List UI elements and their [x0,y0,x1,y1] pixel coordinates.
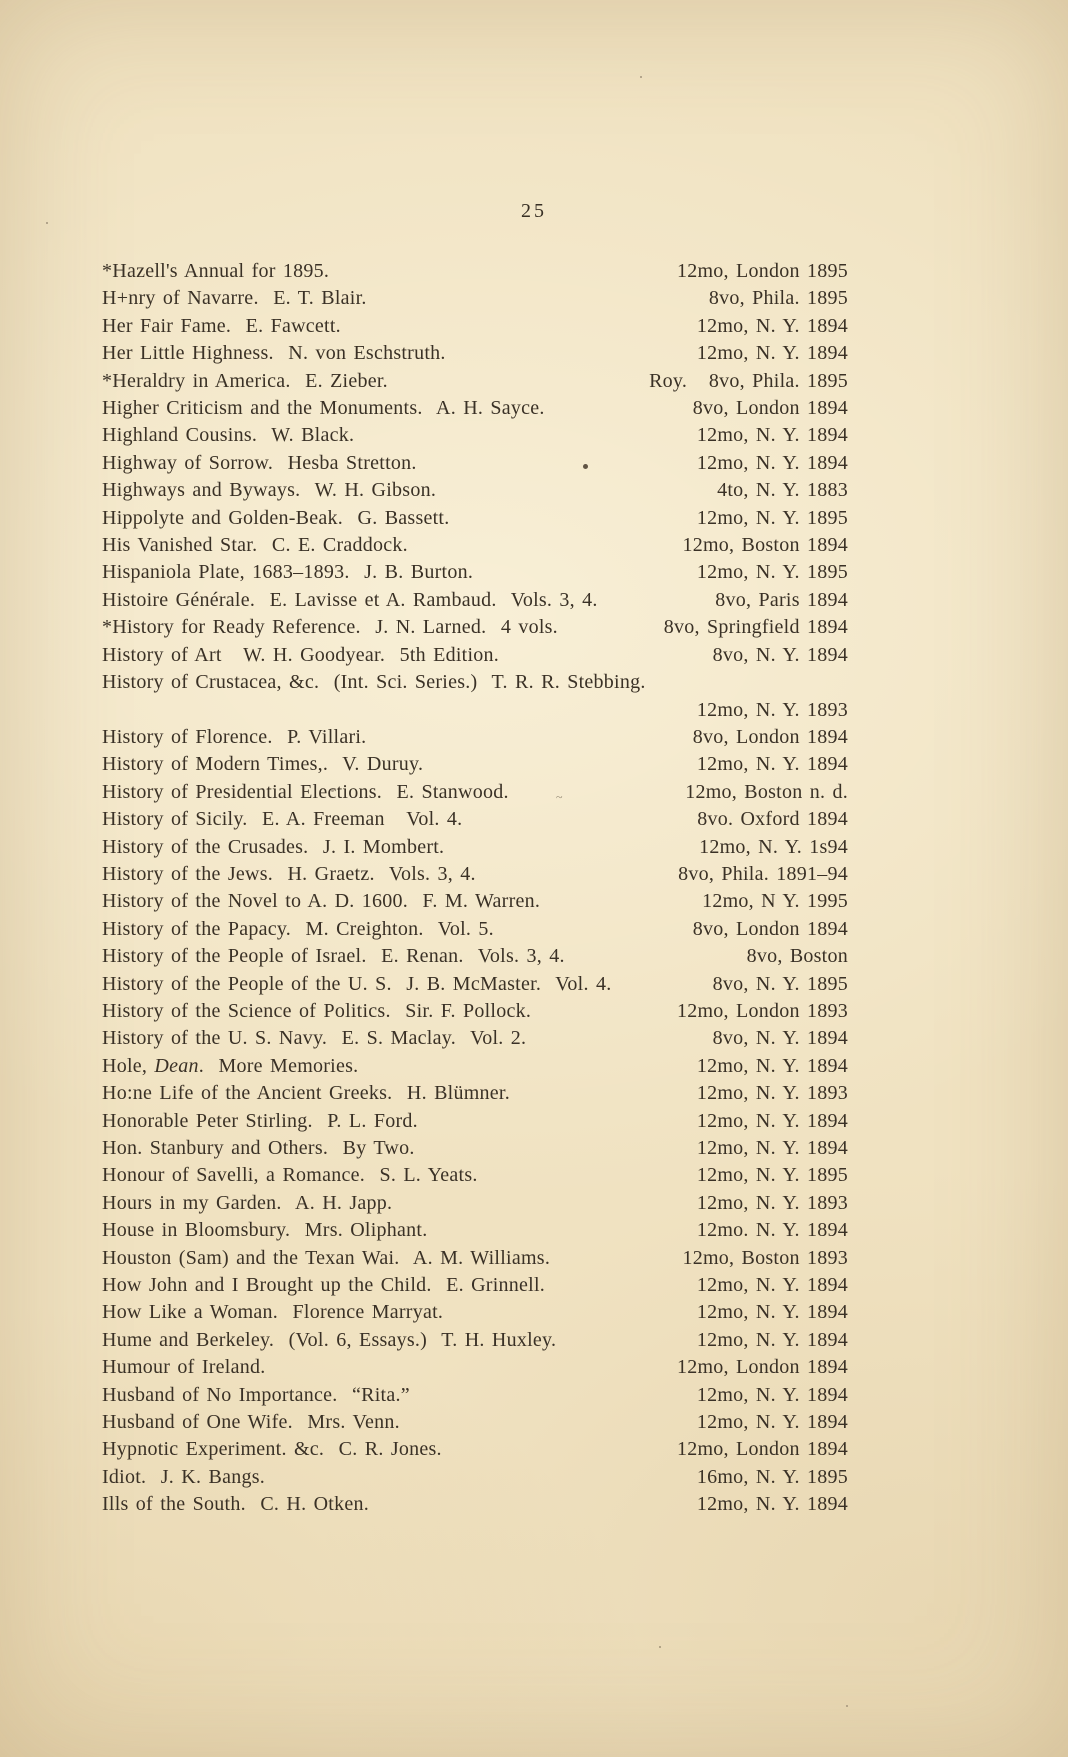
catalog-entry [102,806,848,833]
entry-title-author [102,779,509,806]
catalog-entry [102,1409,848,1436]
catalog-entry [102,1135,848,1162]
entry-title-author [102,1135,415,1162]
entry-title-author [102,1409,400,1436]
entry-text-segment: Hippolyte and Golden-Beak. G. Bassett. [102,506,450,529]
entry-title-author [102,1491,369,1518]
entry-text-segment: How John and I Brought up the Child. E. Grinnell. [102,1274,546,1297]
catalog-entry [102,285,848,312]
entry-text-segment: History of Sicily. E. A. Freeman Vol. 4. [102,808,463,831]
entry-text-segment: Her Fair Fame. E. Fawcett. [102,314,341,337]
entry-title-author [102,477,436,504]
entry-title-author [102,1327,556,1354]
entry-text-segment: Hypnotic Experiment. &c. C. R. Jones. [102,1438,442,1461]
entry-imprint: 12mo, N. Y. 1894 [696,1493,848,1516]
ink-speck [659,1646,661,1648]
entry-text-segment: *Hazell's Annual for 1895. [102,260,330,282]
catalog-entry [102,1080,848,1107]
entry-imprint: 12mo, N. Y. 1894 [696,1301,848,1324]
entry-imprint: 8vo. Oxford 1894 [697,808,848,831]
entry-imprint: 8vo, N. Y. 1894 [712,643,848,666]
catalog-entry [102,1491,848,1518]
entry-title-author [102,1108,418,1135]
entry-title-author [102,422,354,449]
entry-imprint: 12mo, N. Y. 1893 [696,1082,848,1105]
entry-imprint: 12mo, N. Y. 1893 [696,1191,848,1214]
entry-imprint: 12mo, N. Y. 1s94 [699,835,848,858]
catalog-entry [102,340,848,367]
catalog-entry [102,916,848,943]
entry-title-author [102,943,565,970]
entry-imprint: 8vo, London 1894 [692,397,848,420]
entry-imprint: 12mo, N. Y. 1894 [696,424,848,447]
entry-imprint: 12mo, N. Y. 1894 [696,342,848,365]
entry-title-author [102,998,531,1025]
entry-text-segment: History of the Science of Politics. Sir. F. Pollock. [102,999,532,1022]
entry-title-author [102,1053,358,1080]
entry-text-segment: H+nry of Navarre. E. T. Blair. [102,287,367,310]
catalog-list [102,258,848,1519]
catalog-entry [102,1217,848,1244]
catalog-entry [102,943,848,970]
catalog-entry [102,1245,848,1272]
entry-text-segment: Hispaniola Plate, 1683–1893. J. B. Burton. [102,561,474,584]
entry-imprint: 12mo, N. Y. 1894 [696,1274,848,1297]
entry-text-segment: History of the People of the U. S. J. B. McMaster. Vol. 4. [102,972,612,995]
entry-title-author [102,450,417,477]
entry-imprint: 12mo, Boston n. d. [685,780,848,803]
entry-text-segment: His Vanished Star. C. E. Craddock. [102,534,408,557]
entry-text-segment: History of Crustacea, &c. (Int. Sci. Series.) T. R. R. Stebbing. [102,671,646,694]
catalog-entry [102,559,848,586]
catalog-entry [102,313,848,340]
entry-title-author [102,285,367,312]
entry-text-segment: *History for Ready Reference. J. N. Larned. 4 vols. [102,616,558,639]
entry-text-segment: Dean [154,1054,199,1077]
entry-title-author [102,806,462,833]
entry-text-segment: History of Florence. P. Villari. [102,725,367,748]
entry-title-author [102,1354,265,1381]
entry-imprint: 12mo, London 1895 [676,260,848,282]
entry-title-author [102,1436,442,1463]
catalog-entry [102,724,848,751]
entry-text-segment: Higher Criticism and the Monuments. A. H. Sayce. [102,397,545,420]
entry-imprint: 12mo, London 1894 [676,1356,848,1379]
catalog-entry [102,1327,848,1354]
entry-imprint: 8vo, Boston [746,945,848,968]
catalog-entry [102,642,848,669]
entry-title-author [102,1080,510,1107]
entry-imprint: 12mo, N. Y. 1894 [696,451,848,474]
entry-title-author [102,258,329,285]
entry-text-segment: Her Little Highness. N. von Eschstruth. [102,342,446,365]
catalog-entry [102,751,848,778]
entry-imprint: 12mo, N. Y. 1894 [696,1383,848,1406]
entry-imprint: 8vo, Phila. 1895 [708,287,848,310]
entry-imprint: 12mo, N. Y. 1895 [696,506,848,529]
entry-text-segment: Highway of Sorrow. Hesba Stretton. [102,451,417,474]
catalog-entry [102,1025,848,1052]
catalog-entry [102,532,848,559]
entry-title-author [102,888,540,915]
catalog-entry [102,450,848,477]
entry-title-author [102,1217,427,1244]
catalog-entry [102,422,848,449]
entry-imprint: 12mo, N. Y. 1894 [696,314,848,337]
catalog-entry [102,505,848,532]
entry-imprint: 8vo, London 1894 [692,725,848,748]
entry-text-segment: Husband of No Importance. “Rita.” [102,1383,410,1406]
entry-title-author [102,1299,443,1326]
ink-speck [583,464,588,469]
catalog-entry [102,971,848,998]
entry-text-segment: History of the Novel to A. D. 1600. F. M. Warren. [102,890,541,913]
catalog-entry [102,1436,848,1463]
entry-text-segment: Honour of Savelli, a Romance. S. L. Yeats. [102,1164,478,1187]
entry-imprint: 12mo, London 1893 [676,999,848,1022]
entry-imprint: 12mo, Boston 1894 [682,534,848,557]
entry-text-segment: History of Presidential Elections. E. Stanwood. [102,780,509,803]
entry-title-author [102,751,423,778]
catalog-entry [102,368,848,395]
entry-text-segment: History of Modern Times,. V. Duruy. [102,753,424,776]
entry-imprint: Roy. 8vo, Phila. 1895 [649,369,848,392]
entry-imprint: 12mo, N. Y. 1893 [696,698,848,721]
entry-text-segment: Humour of Ireland. [102,1356,266,1379]
entry-title-author [102,614,558,641]
entry-title-author [102,587,598,614]
ink-speck [846,1705,848,1707]
entry-text-segment: Highways and Byways. W. H. Gibson. [102,479,437,502]
catalog-entry [102,1464,848,1491]
entry-title-author [102,834,444,861]
catalog-entry [102,1354,848,1381]
catalog-entry [102,1053,848,1080]
entry-text-segment: . More Memories. [198,1054,359,1077]
entry-imprint: 8vo, Phila. 1891–94 [678,862,848,885]
entry-imprint: 16mo, N. Y. 1895 [696,1465,848,1488]
entry-title-author [102,532,408,559]
entry-text-segment: History of the Jews. H. Graetz. Vols. 3, 4. [102,862,476,885]
entry-text-segment: Idiot. J. K. Bangs. [102,1465,265,1488]
entry-text-segment: History of Art W. H. Goodyear. 5th Edition. [102,643,500,666]
catalog-entry [102,395,848,422]
entry-imprint: 12mo. N. Y. 1894 [696,1219,848,1242]
catalog-entry [102,779,848,806]
ink-speck [46,222,48,224]
entry-text-segment: Houston (Sam) and the Texan Wai. A. M. Williams. [102,1246,551,1269]
catalog-entry [102,998,848,1025]
entry-imprint: 8vo, N. Y. 1895 [712,972,848,995]
entry-text-segment: Ho:ne Life of the Ancient Greeks. H. Blümner. [102,1082,510,1105]
entry-imprint: 12mo, N. Y. 1894 [696,1411,848,1434]
entry-title-author [102,559,473,586]
catalog-entry [102,1108,848,1135]
entry-text-segment: History of the Papacy. M. Creighton. Vol. 5. [102,917,494,940]
entry-text-segment: House in Bloomsbury. Mrs. Oliphant. [102,1219,428,1242]
entry-imprint: 8vo, Paris 1894 [715,588,848,611]
catalog-entry [102,477,848,504]
entry-imprint: 12mo, N. Y. 1894 [696,1109,848,1132]
entry-title-author [102,1025,526,1052]
catalog-entry [102,1272,848,1299]
entry-title-author [102,340,446,367]
entry-imprint: 4to, N. Y. 1883 [717,479,848,502]
entry-imprint: 8vo, N. Y. 1894 [712,1027,848,1050]
entry-text-segment: History of the People of Israel. E. Renan. Vols. 3, 4. [102,945,565,968]
entry-text-segment: Hon. Stanbury and Others. By Two. [102,1137,415,1159]
catalog-entry [102,587,848,614]
entry-text-segment: Histoire Générale. E. Lavisse et A. Rambaud. Vols. 3, 4. [102,588,598,611]
catalog-entry [102,1299,848,1326]
entry-text-segment: Highland Cousins. W. Black. [102,424,355,447]
entry-imprint: 12mo, N. Y. 1894 [696,1328,848,1351]
entry-title-author [102,861,476,888]
entry-imprint: 12mo, N. Y. 1894 [696,1054,848,1077]
entry-imprint: 12mo, London 1894 [676,1438,848,1461]
entry-imprint: 12mo, N. Y. 1894 [696,753,848,776]
page-number: 25 [521,200,547,222]
catalog-entry [102,1162,848,1189]
entry-imprint: 8vo, London 1894 [692,917,848,940]
entry-title-author [102,1382,410,1409]
catalog-entry [102,861,848,888]
catalog-entry [102,1382,848,1409]
entry-imprint: 12mo, N. Y. 1894 [696,1137,848,1159]
entry-title-author [102,642,499,669]
entry-text-segment: Hole, [102,1054,155,1077]
entry-title-author [102,1245,550,1272]
entry-title-author [102,916,494,943]
catalog-entry [102,834,848,861]
entry-text-segment: How Like a Woman. Florence Marryat. [102,1301,444,1324]
entry-text-segment: Husband of One Wife. Mrs. Venn. [102,1411,400,1434]
entry-title-author [102,313,341,340]
entry-title-author [102,395,545,422]
entry-title-author [102,724,366,751]
entry-imprint: 12mo, N Y. 1995 [702,890,848,913]
entry-imprint: 8vo, Springfield 1894 [663,616,848,639]
entry-text-segment: Ills of the South. C. H. Otken. [102,1493,369,1516]
entry-text-segment: History of the Crusades. J. I. Mombert. [102,835,445,858]
catalog-entry [102,888,848,915]
catalog-entry [102,258,848,285]
entry-text-segment: History of the U. S. Navy. E. S. Maclay. Vol. 2. [102,1027,527,1050]
ink-speck [640,76,642,78]
entry-title-author [102,1190,392,1217]
ink-speck: ~ [556,790,563,804]
entry-imprint: 12mo, N. Y. 1895 [696,561,848,584]
entry-title-author [102,669,646,696]
entry-text-segment: *Heraldry in America. E. Zieber. [102,369,388,392]
catalog-entry [102,669,848,724]
entry-title-author [102,505,449,532]
entry-text-segment: Honorable Peter Stirling. P. L. Ford. [102,1109,418,1132]
catalog-entry [102,614,848,641]
entry-title-author [102,1464,265,1491]
ink-speck [331,789,334,792]
catalog-entry [102,1190,848,1217]
entry-title-author [102,971,611,998]
entry-text-segment: Hours in my Garden. A. H. Japp. [102,1191,393,1214]
entry-imprint: 12mo, N. Y. 1895 [696,1164,848,1187]
entry-title-author [102,368,388,395]
entry-title-author [102,1272,545,1299]
entry-title-author [102,1162,478,1189]
entry-imprint: 12mo, Boston 1893 [682,1246,848,1269]
entry-text-segment: Hume and Berkeley. (Vol. 6, Essays.) T. H. Huxley. [102,1328,557,1351]
